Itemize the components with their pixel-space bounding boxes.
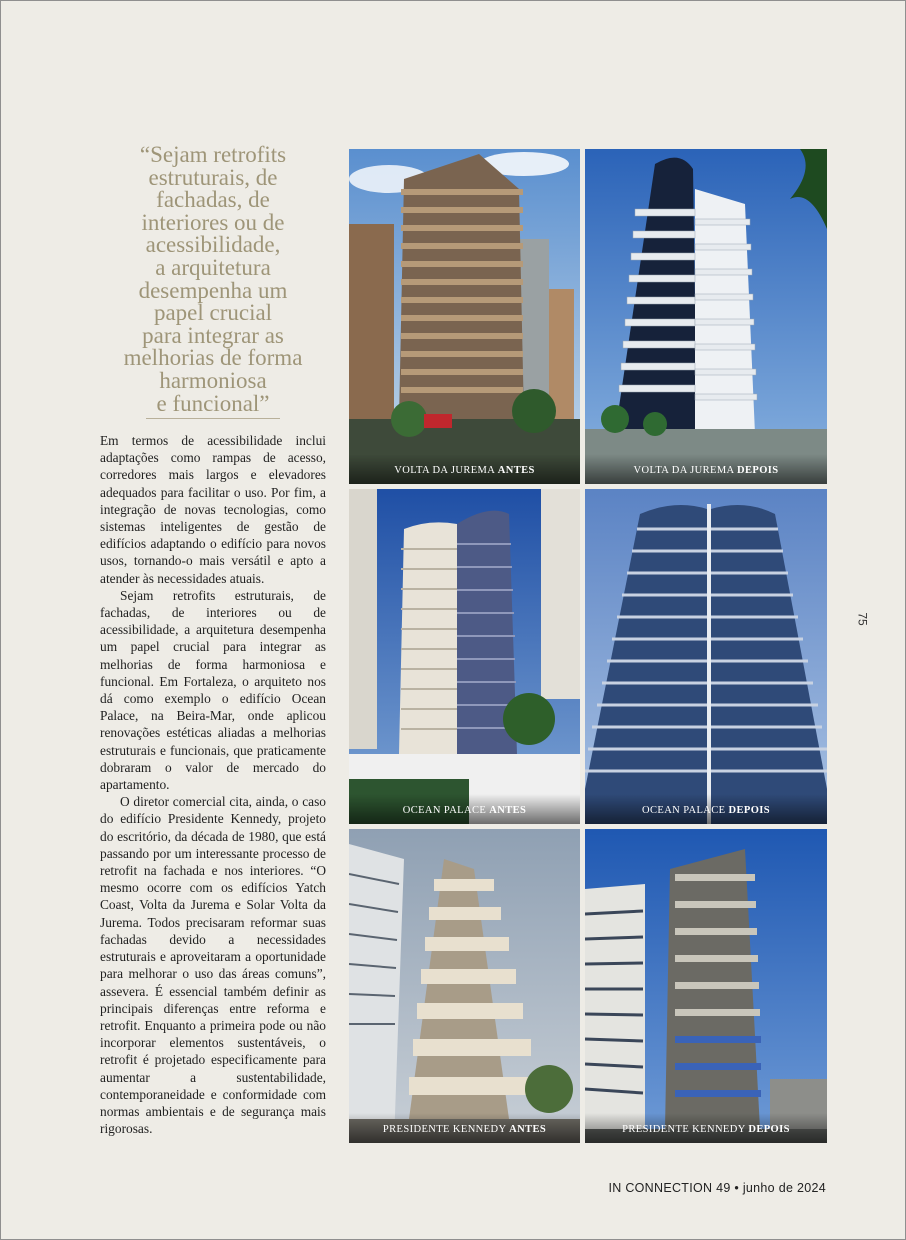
quote-line: estruturais, de (148, 164, 278, 190)
quote-line: harmoniosa (159, 367, 267, 393)
photo-caption (585, 1113, 827, 1143)
paragraph: Em termos de acessibilidade inclui adaptações como rampas de acesso, corredores mais largos e elevadores adequados para facilitar o uso. Por fim, a integração de novas tecnologias, como sistemas inteligentes de gestão de edifícios adaptando o edifício para novos usos, tornando-o mais versátil e apto a atender às necessidades atuais. (100, 433, 326, 586)
photo-caption (585, 454, 827, 484)
caption-name: VOLTA DA JUREMA (394, 465, 495, 476)
quote-line: melhorias de forma (123, 345, 303, 371)
page-number: 75 (855, 612, 870, 626)
photo-caption (349, 454, 580, 484)
caption-name: OCEAN PALACE (642, 805, 726, 816)
caption-name: OCEAN PALACE (402, 805, 487, 816)
quote-line: acessibilidade, (145, 232, 281, 258)
footer-publication: IN CONNECTION 49 • junho de 2024 (608, 1181, 826, 1195)
quote-line: a arquitetura (155, 254, 271, 280)
quote-divider (146, 418, 280, 419)
article-body (100, 432, 326, 1137)
caption-tag: ANTES (497, 465, 535, 476)
photo-caption (585, 794, 827, 824)
photo-caption (349, 794, 580, 824)
quote-line: e funcional” (156, 390, 270, 416)
photo-volta-da-jurema-antes (349, 149, 580, 484)
photo-ocean-palace-antes (349, 489, 580, 824)
caption-tag: ANTES (509, 1124, 547, 1135)
quote-line: fachadas, de (156, 187, 270, 213)
caption-name: VOLTA DA JUREMA (633, 465, 734, 476)
paragraph: O diretor comercial cita, ainda, o caso do edifício Presidente Kennedy, projeto do escritório, da década de 1980, que está passando por um interessante processo de retrofit na fachada e nos interiores. “O mesmo ocorre com os edifícios Yatch Coast, Volta da Jurema e Solar Volta da Jurema. Todos precisaram reformar suas fachadas devido a necessidades estruturais e aproveitaram a oportunidade para melhorar o uso das áreas comuns”, assevera. É essencial também definir as principais diferenças entre reforma e retrofit. Enquanto a primeira pode ou não incorporar elementos sustentáveis, o retrofit é projetado especificamente para aumentar a sustentabilidade, contemporaneidade e conformidade com normas ambientais e de segurança mais rigorosas. (100, 794, 326, 1137)
pull-quote (104, 144, 322, 415)
caption-name: PRESIDENTE KENNEDY (622, 1124, 746, 1135)
paragraph: Sejam retrofits estruturais, de fachadas, de interiores ou de acessibilidade, a arquitetura desempenha um papel crucial para integrar as melhorias de forma harmoniosa e funcional. Em Fortaleza, o arquiteto nos dá como exemplo o edifício Ocean Palace, na Beira-Mar, onde aplicou renovações estéticas aliadas a melhorias estruturais e funcionais, que praticamente dobraram o valor de mercado do apartamento. (100, 587, 326, 793)
photo-presidente-kennedy-depois (585, 829, 827, 1143)
quote-line: para integrar as (142, 322, 284, 348)
photo-caption (349, 1113, 580, 1143)
caption-name: PRESIDENTE KENNEDY (382, 1124, 507, 1135)
photo-volta-da-jurema-depois (585, 149, 827, 484)
quote-line: “Sejam retrofits (139, 142, 287, 167)
quote-line: papel crucial (153, 300, 273, 326)
photo-ocean-palace-depois (585, 489, 827, 824)
photo-presidente-kennedy-antes (349, 829, 580, 1143)
caption-tag: DEPOIS (728, 805, 770, 816)
quote-line: interiores ou de (141, 209, 285, 235)
caption-tag: ANTES (489, 805, 527, 816)
caption-tag: DEPOIS (748, 1124, 790, 1135)
caption-tag: DEPOIS (737, 465, 779, 476)
quote-line: desempenha um (138, 277, 288, 303)
